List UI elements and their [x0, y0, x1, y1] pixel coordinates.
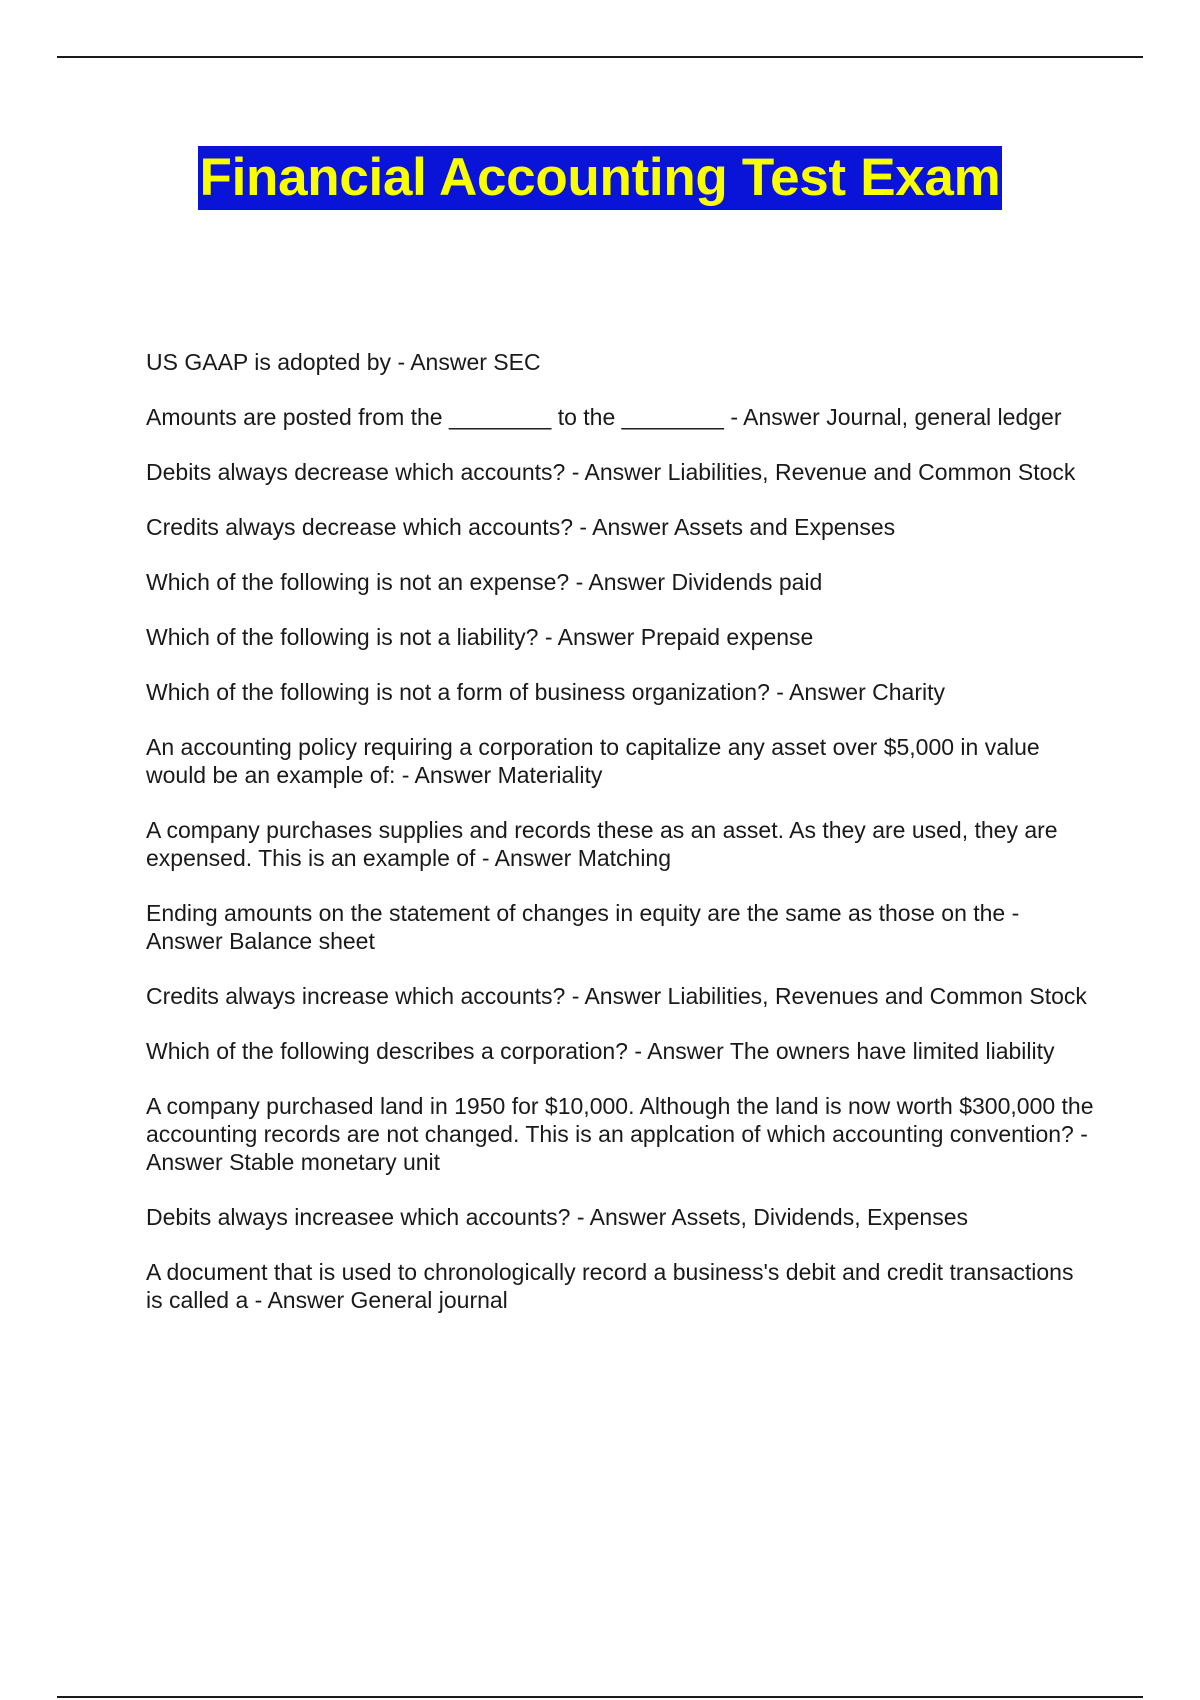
qa-item: Which of the following is not an expense? - Answer Dividends paid	[146, 569, 823, 595]
qa-item: An accounting policy requiring a corporation to capitalize any asset over $5,000 in value would be an example of: - Answer Materiality	[146, 734, 1040, 788]
qa-item: A company purchases supplies and records these as an asset. As they are used, they are expensed. This is an example of - Answer Matching	[146, 817, 1058, 871]
qa-item: Amounts are posted from the ________ to the ________ - Answer Journal, general ledger	[146, 404, 1062, 430]
qa-item: Credits always decrease which accounts? - Answer Assets and Expenses	[146, 514, 896, 540]
qa-item: A company purchased land in 1950 for $10,000. Although the land is now worth $300,000 the accounting records are not changed. This is an applcation of which accounting convention? - Answer Stable monetary unit	[146, 1093, 1094, 1175]
qa-item: Ending amounts on the statement of changes in equity are the same as those on the - Answer Balance sheet	[146, 900, 1020, 954]
qa-item: Credits always increase which accounts? - Answer Liabilities, Revenues and Common Stock	[146, 983, 1087, 1009]
qa-item: Debits always decrease which accounts? - Answer Liabilities, Revenue and Common Stock	[146, 459, 1076, 485]
footer-rule	[57, 1696, 1143, 1698]
header-rule	[57, 56, 1143, 58]
document-title: Financial Accounting Test Exam	[198, 146, 1003, 210]
qa-item: A document that is used to chronologically record a business's debit and credit transactions is called a - Answer General journal	[146, 1259, 1074, 1313]
qa-item: Which of the following is not a liability? - Answer Prepaid expense	[146, 624, 814, 650]
qa-item: Debits always increasee which accounts? - Answer Assets, Dividends, Expenses	[146, 1204, 969, 1230]
qa-item: US GAAP is adopted by - Answer SEC	[146, 349, 541, 375]
qa-item: Which of the following is not a form of business organization? - Answer Charity	[146, 679, 945, 705]
title-container	[0, 146, 1200, 210]
qa-list	[146, 348, 1096, 1341]
qa-item: Which of the following describes a corporation? - Answer The owners have limited liability	[146, 1038, 1055, 1064]
